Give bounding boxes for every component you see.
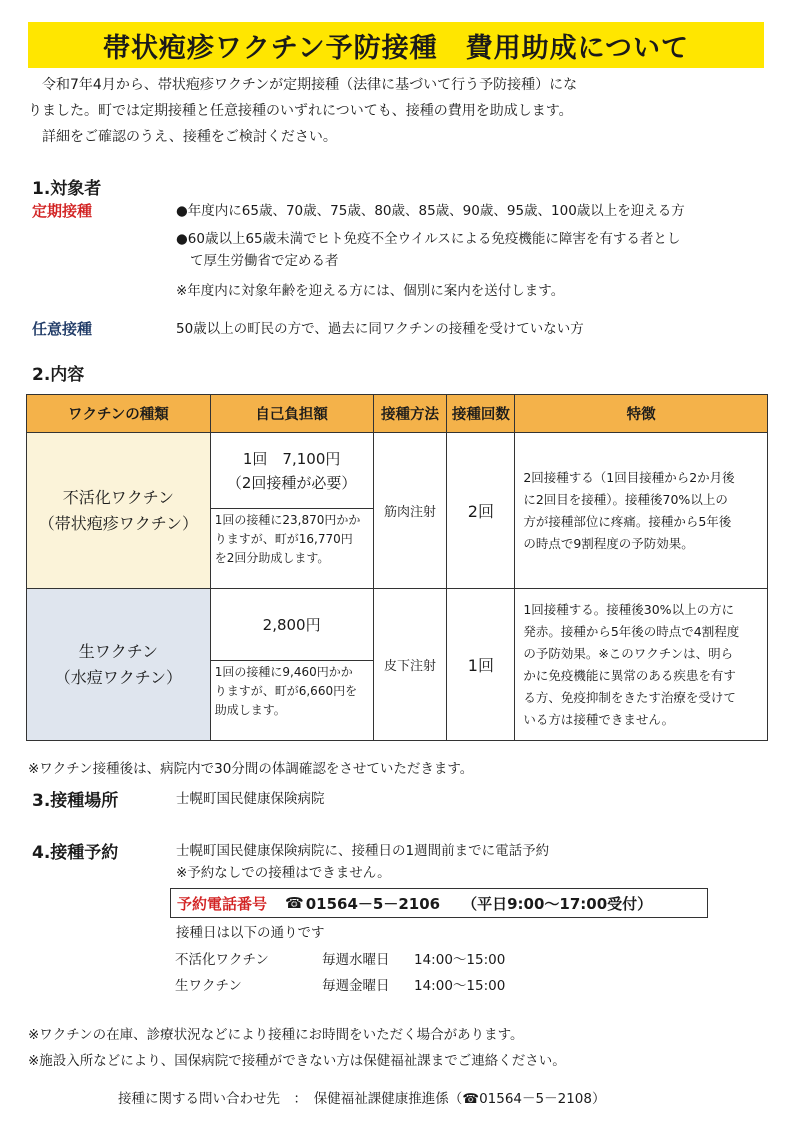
subsidy-note [210,661,373,741]
header-cost: 自己負担額 [210,395,373,433]
label-teiki: 定期接種 [32,202,93,220]
section-heading-target: 1.対象者 [32,179,102,199]
footer-note: ※ワクチンの在庫、診療状況などにより接種にお時間をいただく場合があります。 [28,1027,524,1043]
schedule-day: 毎週金曜日 [322,978,390,994]
schedule-intro: 接種日は以下の通りです [176,925,325,941]
feature-line: 発赤。接種から5年後の時点で4割程度 [523,623,740,639]
feature-line: かに免疫機能に異常のある疾患を有す [523,667,736,683]
header-features: 特徴 [515,395,768,433]
intro-line: りました。町では定期接種と任意接種のいずれについても、接種の費用を助成します。 [28,103,573,119]
phone-icon: ☎ [285,894,304,912]
reservation-note: ※予約なしでの接種はできません。 [176,865,391,881]
contact-info: 接種に関する問い合わせ先 ： 保健福祉課健康推進係（☎01564－5－2108） [118,1091,606,1107]
section-heading-content: 2.内容 [32,365,85,385]
method-cell: 皮下注射 [373,589,447,741]
feature-line: に2回目を接種）。接種後70%以上の [523,491,728,507]
count-cell: 1回 [447,589,515,741]
vaccine-subname: （水痘ワクチン） [54,667,182,687]
schedule-row [175,948,505,968]
price-cell [210,589,373,661]
section-heading-place: 3.接種場所 [32,791,119,811]
subsidy-note [210,509,373,589]
phone-number[interactable]: 01564－5－2106 [305,894,441,913]
feature-line: 方が接種部位に疼痛。接種から5年後 [523,513,732,529]
features-cell [515,433,768,589]
schedule-vaccine: 不活化ワクチン [175,952,269,968]
header-vaccine-type: ワクチンの種類 [27,395,211,433]
intro-line: 令和7年4月から、帯状疱疹ワクチンが定期接種（法律に基づいて行う予防接種）にな [42,77,578,93]
feature-line: 1回接種する。接種後30%以上の方に [523,601,735,617]
header-method: 接種方法 [373,395,447,433]
intro-paragraph [28,72,768,150]
label-nini: 任意接種 [32,320,93,338]
section-heading-reservation: 4.接種予約 [32,843,119,863]
schedule-time: 14:00～15:00 [414,978,506,994]
after-vaccination-note: ※ワクチン接種後は、病院内で30分間の体調確認をさせていただきます。 [28,761,474,777]
subsidy-line: を2回分助成します。 [214,551,330,565]
price-amount: 2,800円 [262,615,321,634]
price-cell [210,433,373,509]
place-text: 士幌町国民健康保険病院 [176,791,325,807]
vaccine-name-inactivated [27,433,211,589]
feature-line: る方、免疫抑制をきたす治療を受けて [523,689,736,705]
phone-label: 予約電話番号 [177,894,268,913]
vaccine-name: 不活化ワクチン [62,487,174,507]
vaccine-name: 生ワクチン [78,641,158,661]
schedule-time: 14:00～15:00 [414,952,506,968]
schedule-vaccine: 生ワクチン [175,978,242,994]
reservation-text: 士幌町国民健康保険病院に、接種日の1週間前までに電話予約 [176,843,550,859]
table-row [27,589,768,661]
count-cell: 2回 [447,433,515,589]
feature-line: 2回接種する（1回目接種から2か月後 [523,469,735,485]
schedule-day: 毎週水曜日 [322,952,390,968]
footer-note: ※施設入所などにより、国保病院で接種ができない方は保健福祉課までご連絡ください。 [28,1053,566,1069]
subsidy-line: りますが、町が16,770円 [214,532,353,546]
header-count: 接種回数 [447,395,515,433]
teiki-item-2-cont: て厚生労働省で定める者 [190,253,339,269]
subsidy-line: 1回の接種に9,460円かか [214,665,353,679]
teiki-item-2: ●60歳以上65歳未満でヒト免疫不全ウイルスによる免疫機能に障害を有する者とし [176,231,681,247]
phone-hours: （平日9:00～17:00受付） [462,894,653,913]
feature-line: いる方は接種できません。 [523,711,675,727]
intro-line: 詳細をご確認のうえ、接種をご検討ください。 [42,129,337,145]
method-cell: 筋肉注射 [373,433,447,589]
subsidy-line: 助成します。 [214,703,286,717]
phone-box [170,888,708,918]
subsidy-line: 1回の接種に23,870円かか [214,513,361,527]
feature-line: の予防効果。※このワクチンは、明ら [523,645,734,661]
page-title: 帯状疱疹ワクチン予防接種 費用助成について [102,32,690,64]
table-header-row [27,395,768,433]
nini-text: 50歳以上の町民の方で、過去に同ワクチンの接種を受けていない方 [176,321,584,337]
subsidy-line: りますが、町が6,660円を [214,684,358,698]
price-note: （2回接種が必要） [226,473,357,492]
price-amount: 1回 7,100円 [242,449,341,468]
vaccine-name-live [27,589,211,741]
features-cell [515,589,768,741]
teiki-note: ※年度内に対象年齢を迎える方には、個別に案内を送付します。 [176,283,565,299]
feature-line: の時点で9割程度の予防効果。 [523,535,694,551]
vaccine-table [26,394,768,741]
title-banner [28,22,764,68]
vaccine-subname: （帯状疱疹ワクチン） [38,513,198,533]
table-row [27,433,768,509]
teiki-item-1: ●年度内に65歳、70歳、75歳、80歳、85歳、90歳、95歳、100歳以上を迎える方 [176,203,685,219]
schedule-row [175,974,505,994]
